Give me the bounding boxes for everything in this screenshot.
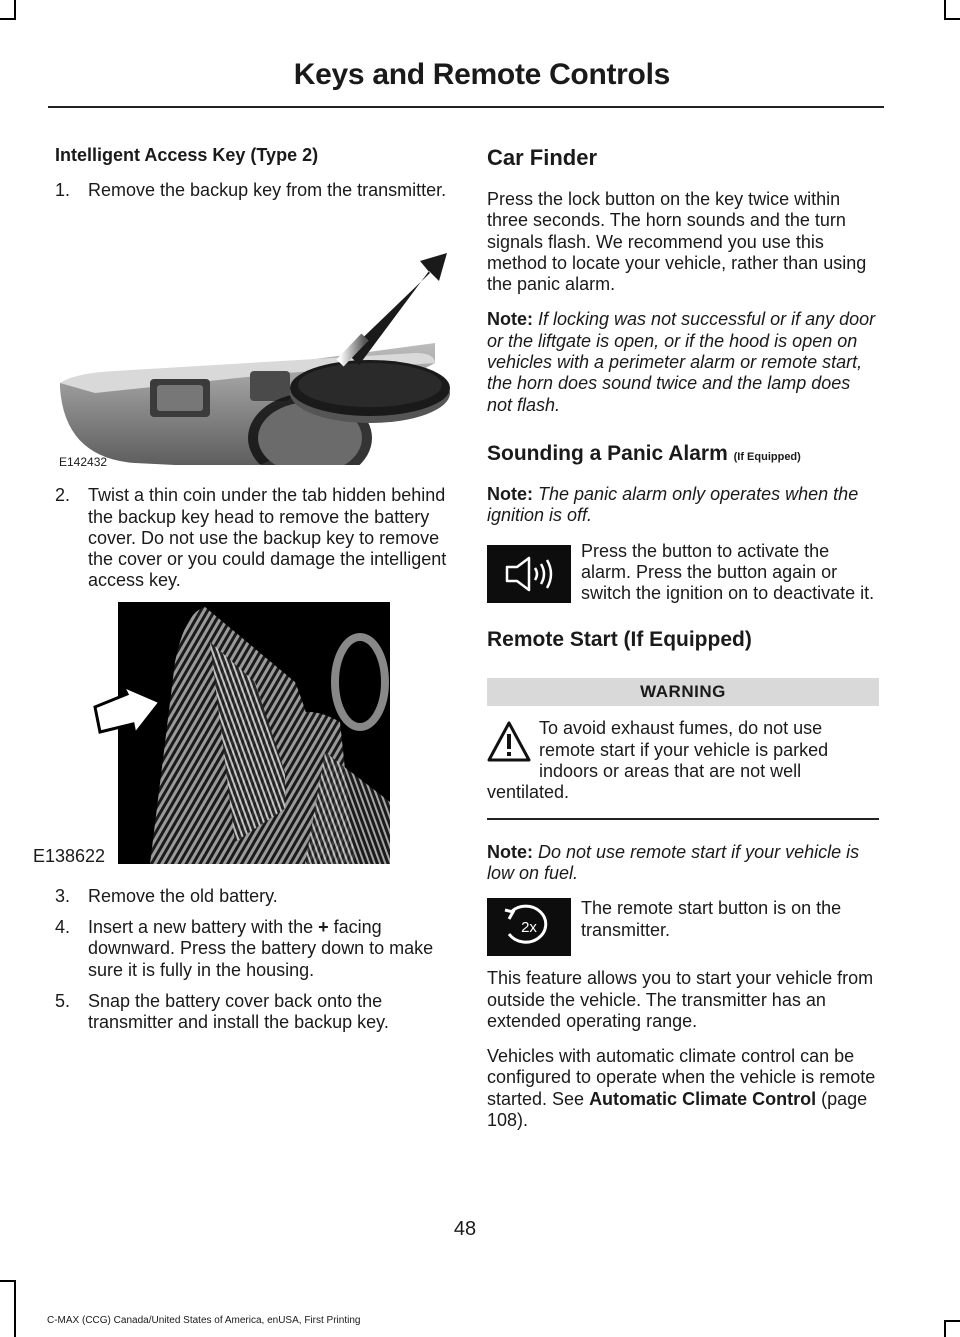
crop-mark [14, 1280, 16, 1337]
crop-mark [944, 18, 960, 20]
car-finder-note [487, 309, 879, 415]
speaker-icon [499, 554, 559, 594]
figure-key-fob [55, 213, 450, 475]
step-number: 2. [55, 485, 71, 506]
remote-start-instruction [487, 898, 879, 941]
step-2 [55, 485, 450, 591]
page-number: 48 [453, 1218, 477, 1240]
step-3 [55, 886, 450, 907]
step-number: 1. [55, 180, 71, 200]
plus-symbol: + [318, 917, 329, 938]
page-title: Keys and Remote Controls [293, 58, 670, 91]
step-text: Snap the battery cover back onto the transmitter and install the backup key. [88, 990, 389, 1033]
crop-mark [14, 0, 16, 20]
car-finder-text: Press the lock button on the key twice within three seconds. The horn sounds and the turn signals flash. We recommend you use this method to locate your vehicle, rather than using the panic alarm. [487, 189, 867, 295]
icon-label: 2x [521, 919, 537, 937]
battery-cover-illustration [55, 602, 450, 864]
heading-remote-start: Remote Start (If Equipped) [487, 628, 752, 652]
step-5 [55, 991, 450, 1034]
heading-panic-alarm [487, 442, 879, 466]
step-text: Remove the old battery. [88, 885, 278, 906]
crop-mark [944, 1320, 946, 1337]
remote-start-icon [487, 898, 571, 956]
para-text: Vehicles with automatic climate control can be configured to operate when the vehicle is remote started. See [487, 1046, 876, 1109]
note-label: Note: [487, 483, 533, 504]
step-number: 4. [55, 917, 71, 938]
step-text: Twist a thin coin under the tab hidden behind the backup key head to remove the battery cover. Do not use the backup key to remove the cover or you could damage the intelligent access key. [88, 485, 447, 591]
step-text-part: Insert a new battery with the [88, 917, 319, 938]
heading-car-finder: Car Finder [487, 145, 598, 170]
step-text-part: facing downward. Press the battery down to make sure it is fully in the housing. [88, 917, 434, 980]
section-heading-intelligent-key: Intelligent Access Key (Type 2) [55, 145, 319, 165]
note-label: Note: [487, 841, 533, 862]
step-4 [55, 917, 450, 981]
right-column [487, 145, 879, 1145]
warning-text: To avoid exhaust fumes, do not use remote start if your vehicle is parked indoors or areas that are not well ventilated. [487, 718, 829, 803]
crop-mark [0, 1280, 16, 1282]
header-rule [48, 106, 884, 108]
step-number: 3. [55, 885, 71, 906]
figure-label: E142432 [59, 455, 108, 470]
warning-header: WARNING [487, 678, 879, 706]
step-1 [55, 180, 450, 201]
panic-note [487, 484, 879, 527]
para-text: (page 108). [487, 1088, 868, 1131]
warning-box [487, 718, 879, 803]
heading-suffix: (If Equipped) [733, 450, 801, 463]
step-text [88, 917, 450, 981]
remote-start-para2 [487, 1046, 879, 1131]
crop-mark [944, 1320, 960, 1322]
cross-reference-link[interactable]: Automatic Climate Control [589, 1088, 817, 1109]
step-text: Remove the backup key from the transmitter. [88, 180, 447, 200]
footer-edition: C-MAX (CCG) Canada/United States of America, enUSA, First Printing [47, 1315, 361, 1326]
left-column [33, 145, 450, 1044]
note-text: Do not use remote start if your vehicle is low on fuel. [487, 841, 860, 883]
remote-start-para1: This feature allows you to start your vehicle from outside the vehicle. The transmitter has an extended operating range. [487, 968, 874, 1031]
heading-text: Sounding a Panic Alarm [487, 441, 728, 465]
remote-start-2x-icon [499, 904, 559, 950]
warning-rule [487, 818, 879, 820]
step-number: 5. [55, 990, 71, 1011]
note-text: The panic alarm only operates when the ignition is off. [487, 483, 859, 526]
remote-start-button-text: The remote start button is on the transmitter. [581, 898, 842, 940]
crop-mark [944, 0, 946, 20]
figure-battery-cover [33, 602, 450, 866]
crop-mark [0, 18, 16, 20]
horn-icon [487, 545, 571, 603]
figure-label: E138622 [33, 845, 106, 866]
key-fob-illustration [55, 213, 450, 475]
remote-start-note [487, 842, 879, 885]
warning-triangle-icon [487, 720, 531, 764]
panic-text: Press the button to activate the alarm. Press the button again or switch the ignition on to deactivate it. [581, 540, 875, 604]
note-label: Note: [487, 309, 533, 330]
note-text: If locking was not successful or if any door or the liftgate is open, or if the hood is open on vehicles with a perimeter alarm or remote start, the horn does sound twice and the lamp does not flash. [487, 309, 876, 415]
panic-instruction [487, 541, 879, 605]
